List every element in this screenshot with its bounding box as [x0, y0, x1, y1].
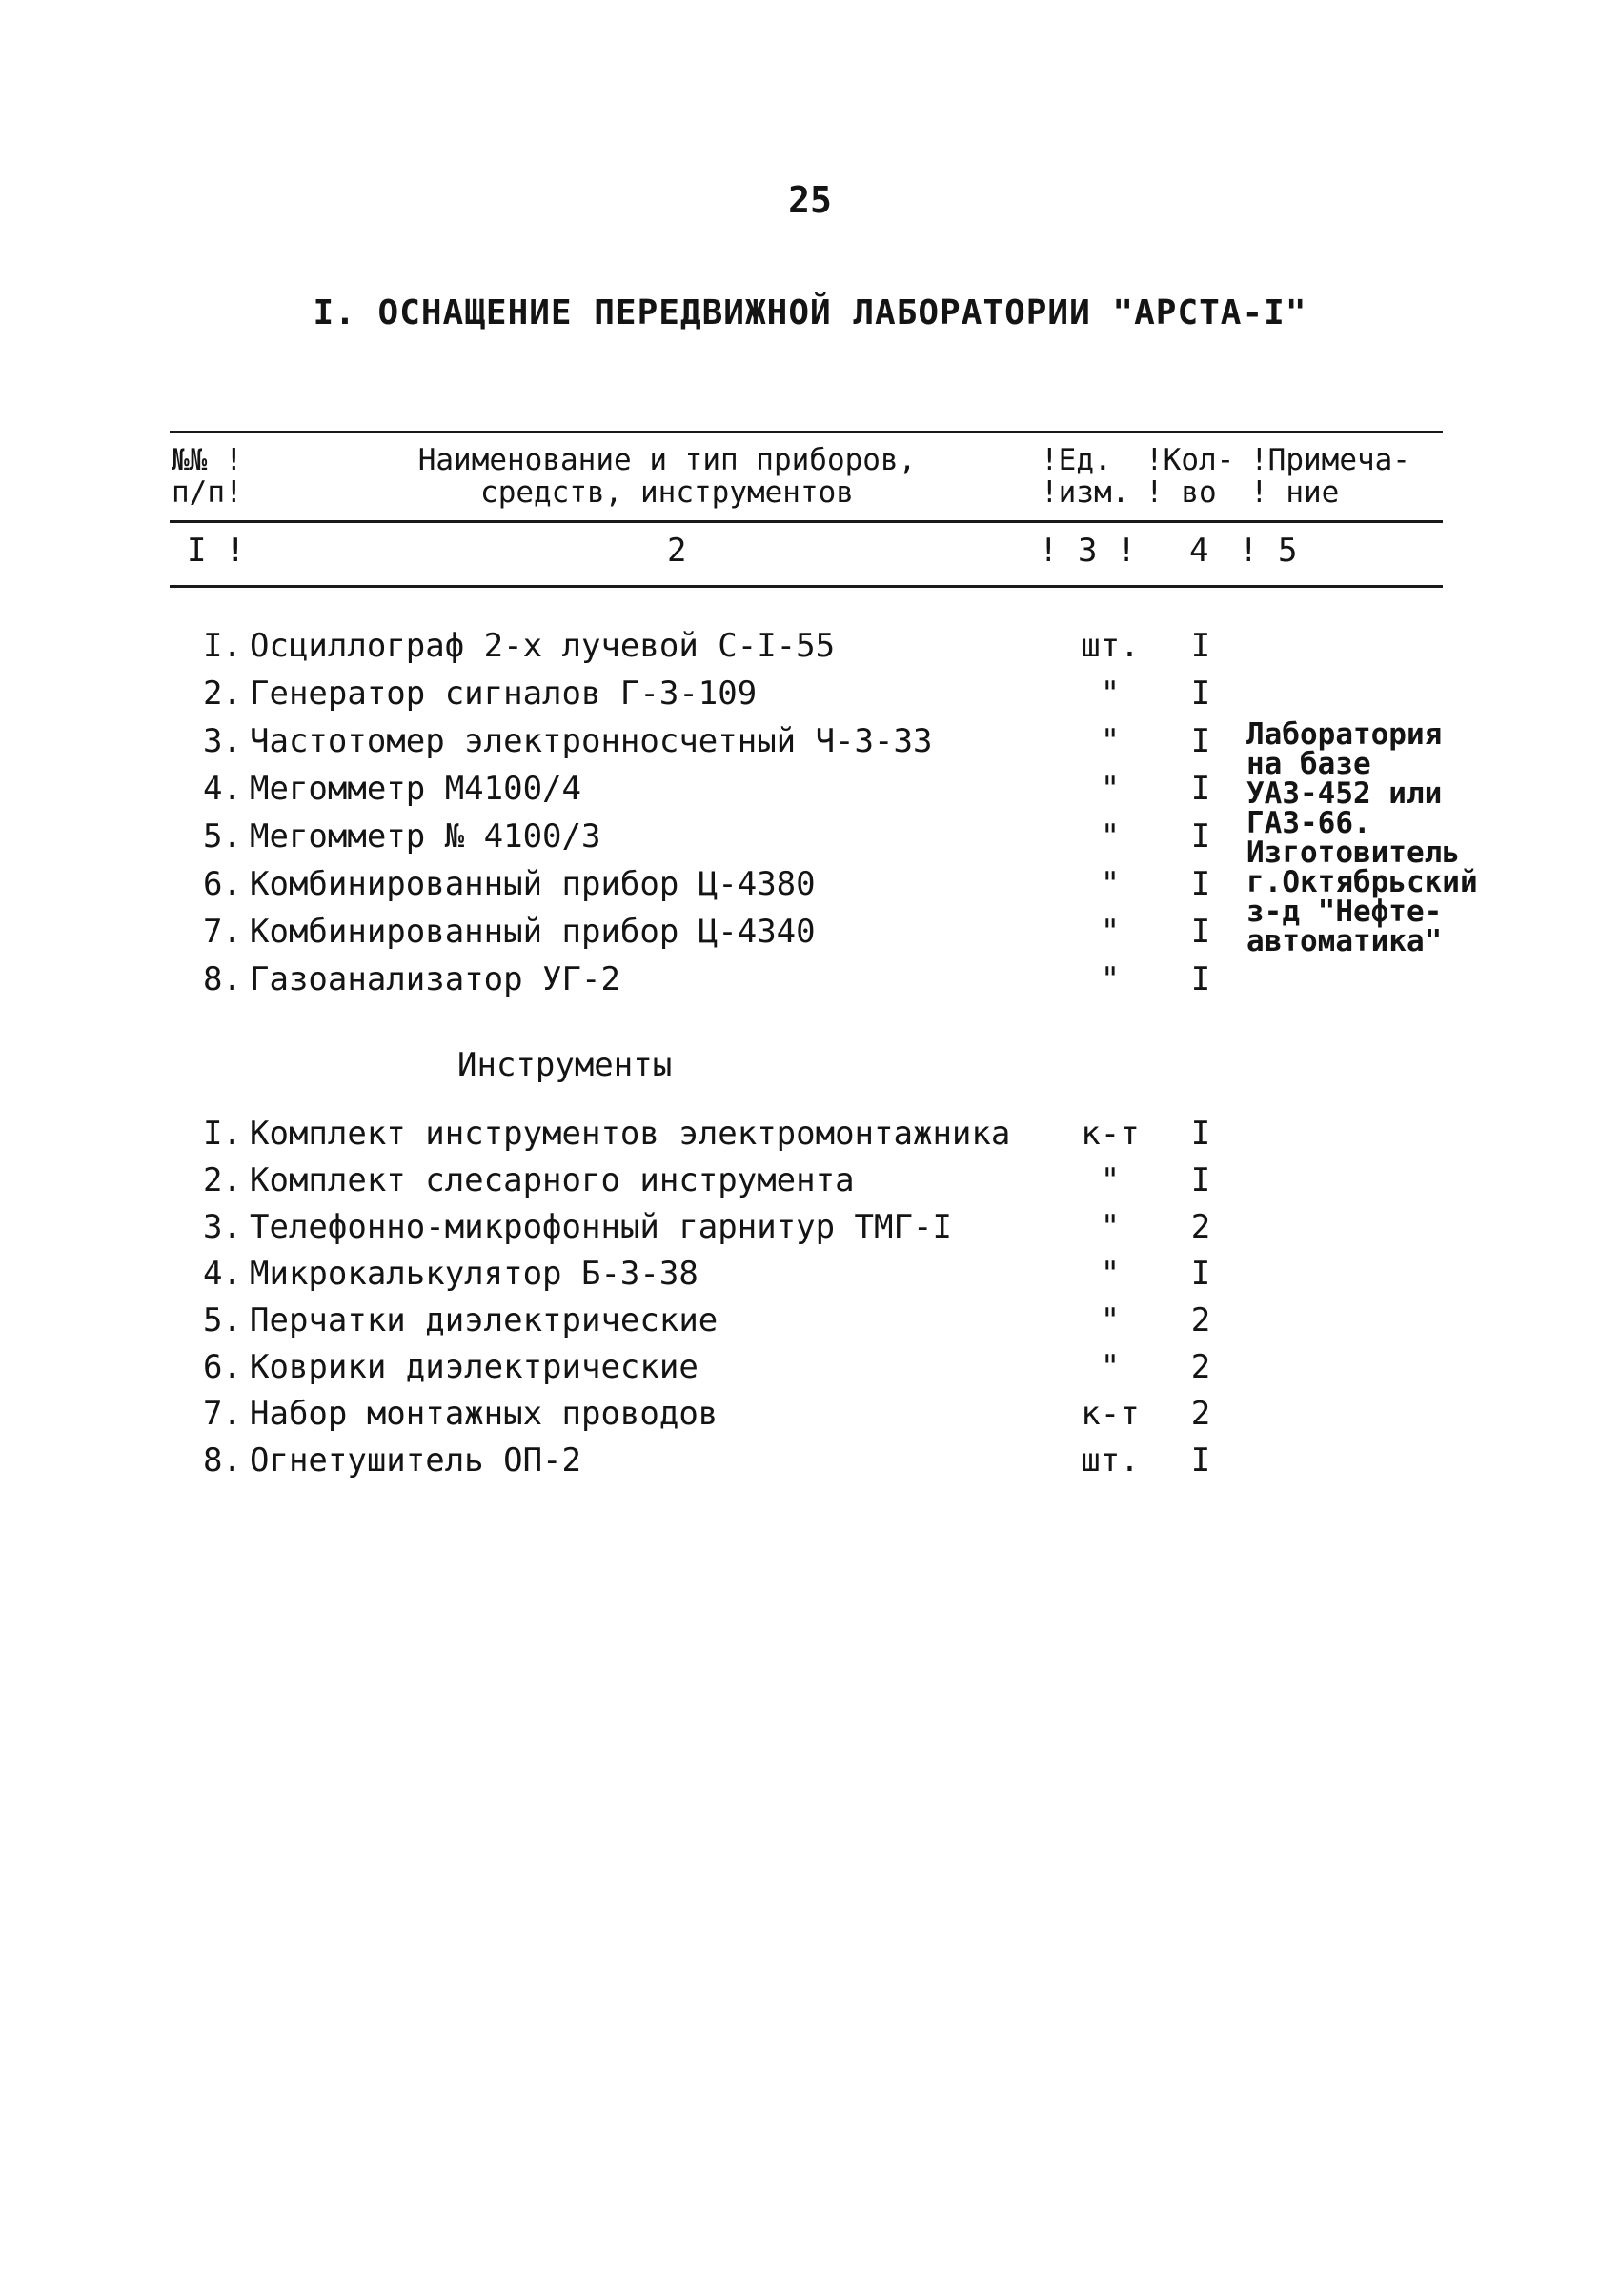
column-number-1: I !	[187, 532, 246, 570]
header-unit-line1: !Ед.	[1041, 443, 1112, 477]
column-number-2: 2	[667, 532, 687, 570]
row-number: 6.	[203, 865, 242, 903]
header-name-line2: средств, инструментов	[480, 475, 854, 510]
note-line: г.Октябрьский	[1246, 865, 1478, 899]
row-unit: шт.	[1081, 1441, 1140, 1480]
row-number: 3.	[203, 1208, 242, 1246]
row-name: Комбинированный прибор Ц-4380	[250, 865, 816, 903]
row-qty: 2	[1190, 1348, 1211, 1386]
row-qty: I	[1190, 675, 1211, 713]
note-line: ГАЗ-66.	[1246, 806, 1371, 840]
row-qty: I	[1190, 817, 1211, 856]
note-line: з-д "Нефте-	[1246, 895, 1443, 929]
note-line: Лаборатория	[1246, 717, 1443, 752]
row-number: I.	[203, 1115, 242, 1153]
row-name: Комбинированный прибор Ц-4340	[250, 913, 816, 951]
row-name: Частотомер электронносчетный Ч-3-33	[250, 722, 933, 760]
header-note-line2: ! ние	[1250, 475, 1340, 510]
row-qty: I	[1190, 913, 1211, 951]
header-unit-line2: !изм.	[1041, 475, 1130, 510]
column-numbers-rule	[170, 585, 1443, 588]
header-unit	[1041, 444, 1129, 509]
note-line: на базе	[1246, 747, 1371, 781]
row-qty: I	[1190, 627, 1211, 665]
list-item	[0, 1110, 1620, 1158]
row-number: 6.	[203, 1348, 242, 1386]
row-number: 5.	[203, 817, 242, 856]
row-name: Набор монтажных проводов	[250, 1395, 719, 1433]
row-number: 3.	[203, 722, 242, 760]
page-number: 25	[788, 179, 832, 221]
list-item	[0, 1203, 1620, 1251]
row-unit: "	[1100, 675, 1121, 713]
row-name: Комплект инструментов электромонтажника	[250, 1115, 1011, 1153]
row-qty: I	[1190, 865, 1211, 903]
header-num	[172, 444, 243, 509]
row-qty: I	[1190, 1255, 1211, 1293]
row-name: Телефонно-микрофонный гарнитур ТМГ-I	[250, 1208, 952, 1246]
row-name: Газоанализатор УГ-2	[250, 960, 620, 998]
table-top-rule	[170, 431, 1443, 433]
header-name-line1: Наименование и тип приборов,	[417, 443, 917, 477]
row-name: Осциллограф 2-х лучевой С-I-55	[250, 627, 836, 665]
table-row	[0, 670, 1620, 717]
list-item	[0, 1390, 1620, 1438]
note-line: УАЗ-452 или	[1246, 776, 1443, 811]
row-qty: I	[1190, 770, 1211, 808]
column-number-3: ! 3 !	[1039, 532, 1137, 570]
row-number: 2.	[203, 675, 242, 713]
row-qty: I	[1190, 960, 1211, 998]
row-qty: 2	[1190, 1301, 1211, 1339]
row-unit: "	[1100, 960, 1121, 998]
table-row	[0, 956, 1620, 1003]
document-title: I. ОСНАЩЕНИЕ ПЕРЕДВИЖНОЙ ЛАБОРАТОРИИ "АРСТА-I"	[313, 293, 1307, 332]
row-unit: шт.	[1081, 627, 1140, 665]
list-item	[0, 1157, 1620, 1204]
header-qty-line2: ! во	[1145, 475, 1217, 510]
header-num-line1: №№ !	[172, 443, 243, 477]
row-unit: к-т	[1081, 1115, 1140, 1153]
list-item	[0, 1297, 1620, 1344]
row-unit: "	[1100, 1161, 1121, 1199]
row-qty: I	[1190, 1161, 1211, 1199]
header-qty-line1: !Кол-	[1145, 443, 1235, 477]
header-name	[295, 444, 1039, 509]
row-qty: I	[1190, 722, 1211, 760]
table-row	[0, 622, 1620, 670]
note-line: Изготовитель	[1246, 836, 1460, 870]
row-qty: 2	[1190, 1395, 1211, 1433]
row-qty: I	[1190, 1441, 1211, 1480]
row-unit: "	[1100, 1348, 1121, 1386]
row-unit: к-т	[1081, 1395, 1140, 1433]
row-name: Перчатки диэлектрические	[250, 1301, 719, 1339]
list-item	[0, 1250, 1620, 1298]
section-title-instruments: Инструменты	[457, 1046, 673, 1084]
row-unit: "	[1100, 722, 1121, 760]
row-name: Мегомметр № 4100/3	[250, 817, 601, 856]
row-number: 2.	[203, 1161, 242, 1199]
header-note-line1: !Примеча-	[1250, 443, 1410, 477]
header-num-line2: п/п!	[172, 475, 243, 510]
row-unit: "	[1100, 913, 1121, 951]
note-line: автоматика"	[1246, 924, 1443, 958]
row-number: I.	[203, 627, 242, 665]
list-item	[0, 1437, 1620, 1484]
row-name: Огнетушитель ОП-2	[250, 1441, 581, 1480]
row-unit: "	[1100, 817, 1121, 856]
row-unit: "	[1100, 1301, 1121, 1339]
row-number: 8.	[203, 960, 242, 998]
row-number: 4.	[203, 1255, 242, 1293]
header-bottom-rule	[170, 520, 1443, 523]
row-name: Комплект слесарного инструмента	[250, 1161, 855, 1199]
row-name: Мегомметр М4100/4	[250, 770, 581, 808]
list-item	[0, 1343, 1620, 1391]
row-name: Коврики диэлектрические	[250, 1348, 699, 1386]
remarks-note	[1246, 717, 1478, 958]
row-number: 8.	[203, 1441, 242, 1480]
row-unit: "	[1100, 865, 1121, 903]
row-unit: "	[1100, 770, 1121, 808]
row-number: 5.	[203, 1301, 242, 1339]
row-number: 4.	[203, 770, 242, 808]
row-name: Микрокалькулятор Б-3-38	[250, 1255, 699, 1293]
row-qty: 2	[1190, 1208, 1211, 1246]
header-note	[1250, 444, 1410, 509]
row-qty: I	[1190, 1115, 1211, 1153]
row-name: Генератор сигналов Г-3-109	[250, 675, 758, 713]
row-unit: "	[1100, 1255, 1121, 1293]
row-number: 7.	[203, 913, 242, 951]
row-number: 7.	[203, 1395, 242, 1433]
header-qty	[1145, 444, 1234, 509]
column-number-5: ! 5	[1239, 532, 1298, 570]
column-number-4: 4	[1189, 532, 1209, 570]
row-unit: "	[1100, 1208, 1121, 1246]
